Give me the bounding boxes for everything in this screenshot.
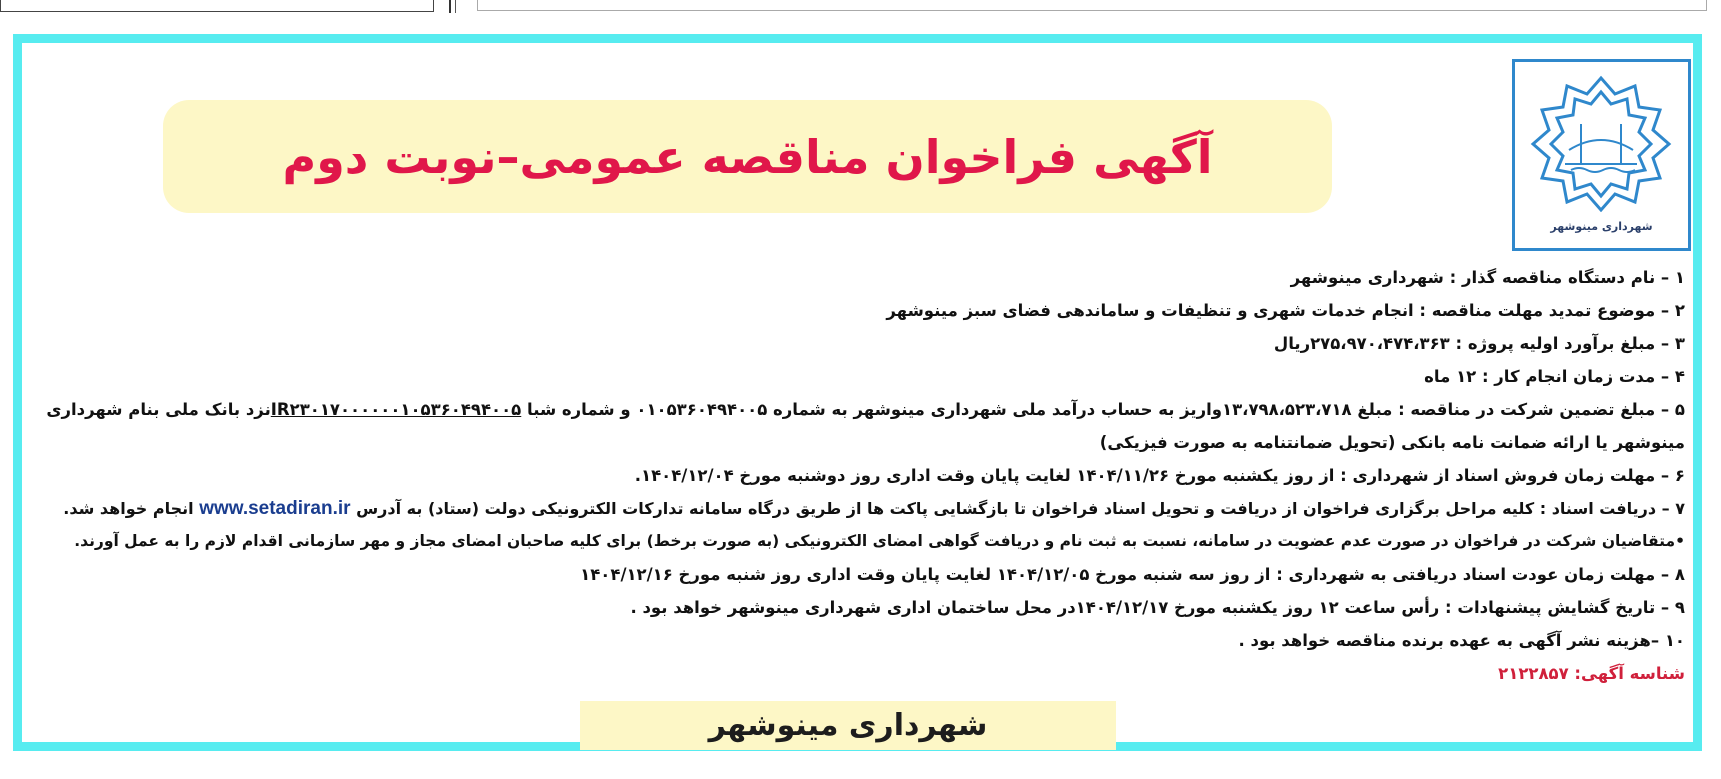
item-6-sale-period: ۶ – مهلت زمان فروش اسناد از شهرداری : از روز یکشنبه مورخ ۱۴۰۴/۱۱/۲۶ لغایت پایان وقت اداری روز دوشنبه مورخ ۱۴۰۴/۱۲/۰۴. (634, 466, 1685, 485)
remnant-divider (449, 0, 451, 13)
item-8-return-period: ۸ – مهلت زمان عودت اسناد دریافتی به شهرداری : از روز سه شنبه مورخ ۱۴۰۴/۱۲/۰۵ لغایت پایان وقت اداری روز شنبه مورخ ۱۴۰۴/۱۲/۱۶ (580, 565, 1685, 584)
item-3-estimate: ۳ – مبلغ برآورد اولیه پروژه : ۲۷۵،۹۷۰،۴۷۴،۳۶۳ریال (1273, 334, 1685, 353)
logo-caption: شهرداری مینوشهر (1550, 220, 1653, 233)
item-7-documents (40, 492, 1685, 525)
setad-website-link[interactable]: www.setadiran.ir (199, 498, 351, 519)
item-2-subject: ۲ – موضوع تمدید مهلت مناقصه : انجام خدمات شهری و تنظیفات و ساماندهی فضای سبز مینوشهر (886, 301, 1685, 320)
item-9-opening-date: ۹ – تاریخ گشایش پیشنهادات : رأس ساعت ۱۲ روز یکشنبه مورخ ۱۴۰۴/۱۲/۱۷در محل ساختمان اداری شهرداری مینوشهر خواهد بود . (630, 598, 1685, 617)
item-7-end: انجام خواهد شد. (63, 499, 200, 518)
municipality-logo (1512, 59, 1691, 251)
item-10-publication-cost: ۱۰ –هزینه نشر آگهی به عهده برنده مناقصه خواهد بود . (1238, 631, 1685, 650)
ad-identifier: شناسه آگهی: ۲۱۲۲۸۵۷ (1498, 664, 1685, 683)
item-5-continuation: مینوشهر یا ارائه ضمانت نامه بانکی (تحویل ضمانتنامه به صورت فیزیکی) (1099, 433, 1685, 452)
item-5-guarantee (40, 393, 1685, 426)
previous-ad-remnant (0, 0, 1721, 20)
item-4-duration: ۴ – مدت زمان انجام کار : ۱۲ ماه (1424, 367, 1685, 386)
remnant-box-right (477, 0, 1707, 11)
remnant-box-left (0, 0, 434, 12)
item-5-text: ۵ – مبلغ تضمین شرکت در مناقصه : مبلغ ۱۳،۷۹۸،۵۲۳،۷۱۸واریز به حساب درآمد ملی شهرداری مینوشهر به شماره ۰۱۰۵۳۶۰۴۹۴۰۰۵ و شماره شبا (521, 400, 1685, 419)
ad-body (40, 261, 1685, 690)
title-banner (163, 100, 1332, 213)
remnant-divider-thin (455, 0, 456, 13)
ad-title: آگهی فراخوان مناقصه عمومی–نوبت دوم (282, 129, 1213, 184)
footer-signature: شهرداری مینوشهر (708, 708, 988, 743)
registration-note: •متقاضیان شرکت در فراخوان در صورت عدم عضویت در سامانه، نسبت به ثبت نام و دریافت گواهی امضای الکترونیکی (به صورت برخط) برای کلیه صاحبان امضای مجاز و مهر سازمانی اقدام لازم را به عمل آورند. (74, 532, 1685, 550)
iban-number: IR۲۳۰۱۷۰۰۰۰۰۰۱۰۵۳۶۰۴۹۴۰۰۵ (270, 400, 522, 419)
tender-ad-frame (13, 34, 1702, 751)
footer-banner (580, 701, 1116, 750)
municipality-emblem-icon (1529, 72, 1674, 212)
item-5-bank: نزد بانک ملی بنام شهرداری (46, 400, 271, 419)
item-7-text: ۷ – دریافت اسناد : کلیه مراحل برگزاری فراخوان از دریافت و تحویل اسناد فراخوان تا بازگشایی پاکت ها از طریق درگاه سامانه تدارکات الکترونیکی دولت (ستاد) به آدرس (350, 499, 1685, 518)
item-1-organizer: ۱ – نام دستگاه مناقصه گذار : شهرداری مینوشهر (1290, 268, 1685, 287)
